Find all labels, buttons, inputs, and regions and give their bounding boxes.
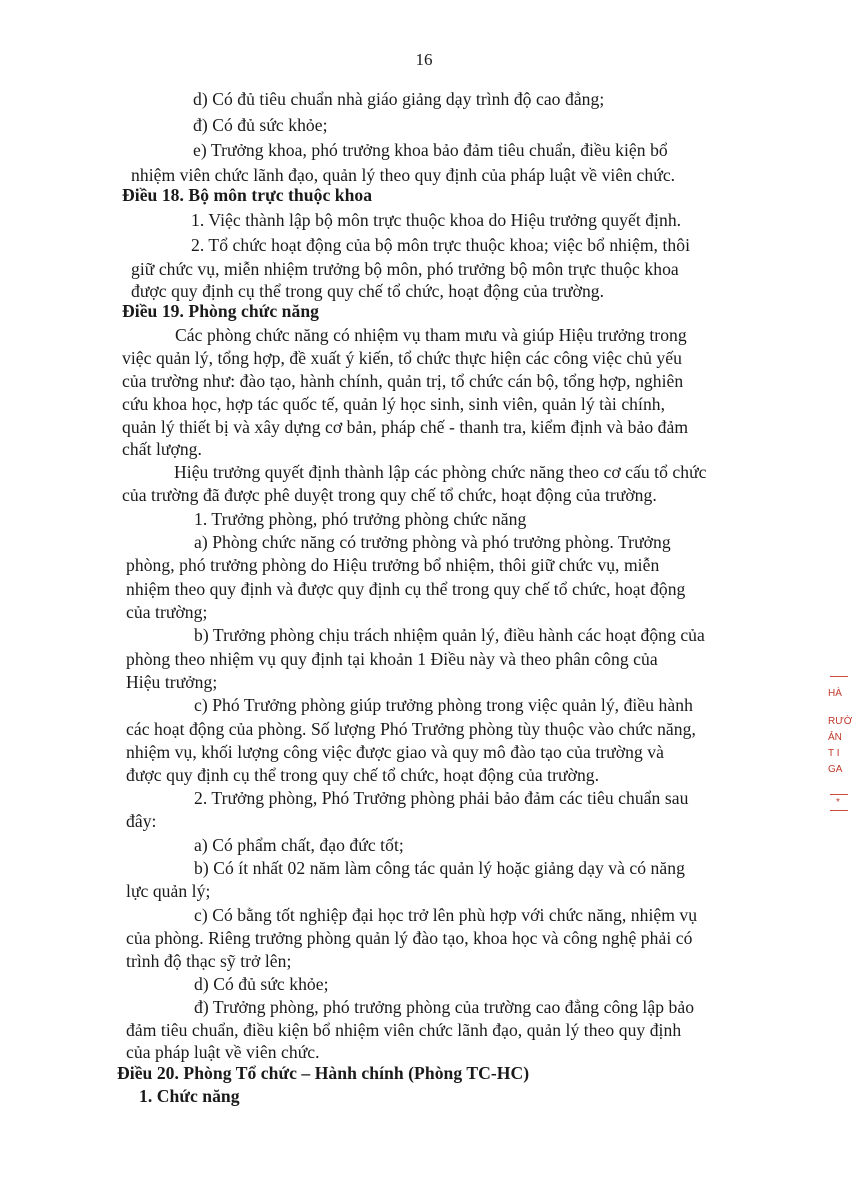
text-line: của pháp luật về viên chức. <box>126 1042 320 1062</box>
text-line: được quy định cụ thể trong quy chế tổ chức, hoạt động của trường. <box>126 765 600 785</box>
text-line: nhiệm vụ, khối lượng công việc được giao và quy mô đào tạo của trường và <box>126 742 664 762</box>
text-line: 1. Việc thành lập bộ môn trực thuộc khoa do Hiệu trưởng quyết định. <box>191 210 682 230</box>
text-line: của phòng. Riêng trưởng phòng quản lý đào tạo, khoa học và công nghệ phải có <box>126 928 693 948</box>
text-line: của trường đã được phê duyệt trong quy chế tổ chức, hoạt động của trường. <box>122 485 657 505</box>
text-line: a) Phòng chức năng có trưởng phòng và phó trưởng phòng. Trưởng <box>194 532 671 552</box>
stamp-text: RƯỜ <box>828 716 852 727</box>
text-line: b) Trưởng phòng chịu trách nhiệm quản lý, điều hành các hoạt động của <box>194 625 705 645</box>
page-number: 16 <box>415 50 433 69</box>
text-line: 2. Trưởng phòng, Phó Trưởng phòng phải bảo đảm các tiêu chuẩn sau <box>194 788 689 808</box>
text-line: đ) Có đủ sức khỏe; <box>193 115 328 135</box>
text-line: giữ chức vụ, miễn nhiệm trưởng bộ môn, phó trưởng bộ môn trực thuộc khoa <box>131 259 679 279</box>
text-line: cứu khoa học, hợp tác quốc tế, quản lý học sinh, sinh viên, quản lý tài chính, <box>122 394 666 414</box>
section-heading: Điều 18. Bộ môn trực thuộc khoa <box>122 185 373 205</box>
subsection-heading: 1. Chức năng <box>139 1086 240 1106</box>
text-line: việc quản lý, tổng hợp, đề xuất ý kiến, tổ chức thực hiện các công việc chủ yếu <box>122 348 682 368</box>
text-line: b) Có ít nhất 02 năm làm công tác quản lý hoặc giảng dạy và có năng <box>194 858 685 878</box>
text-line: d) Có đủ tiêu chuẩn nhà giáo giảng dạy trình độ cao đẳng; <box>193 89 605 109</box>
text-line: các hoạt động của phòng. Số lượng Phó Trưởng phòng tùy thuộc vào chức năng, <box>126 719 696 739</box>
text-line: trình độ thạc sỹ trở lên; <box>126 951 292 971</box>
stamp-rule <box>830 794 848 795</box>
stamp-text: GA <box>828 764 843 775</box>
text-line: đảm tiêu chuẩn, điều kiện bổ nhiệm viên chức lãnh đạo, quản lý theo quy định <box>126 1020 682 1040</box>
text-line: chất lượng. <box>122 439 202 459</box>
text-line: của trường; <box>126 602 208 622</box>
text-line: 1. Trưởng phòng, phó trưởng phòng chức năng <box>194 509 527 529</box>
text-line: Các phòng chức năng có nhiệm vụ tham mưu và giúp Hiệu trưởng trong <box>175 325 687 345</box>
text-line: e) Trưởng khoa, phó trưởng khoa bảo đảm tiêu chuẩn, điều kiện bổ <box>193 140 668 160</box>
stamp-text: T I <box>828 748 840 759</box>
stamp-text: HÀ <box>828 688 842 699</box>
text-line: nhiệm viên chức lãnh đạo, quản lý theo quy định của pháp luật về viên chức. <box>131 165 676 185</box>
text-line: a) Có phẩm chất, đạo đức tốt; <box>194 835 404 855</box>
text-line: 2. Tổ chức hoạt động của bộ môn trực thuộc khoa; việc bổ nhiệm, thôi <box>191 235 691 255</box>
section-heading: Điều 20. Phòng Tổ chức – Hành chính (Phòng TC-HC) <box>117 1063 530 1083</box>
stamp-rule <box>830 810 848 811</box>
text-line: Hiệu trưởng; <box>126 672 218 692</box>
text-line: đ) Trưởng phòng, phó trưởng phòng của trường cao đẳng công lập bảo <box>194 997 695 1017</box>
text-line: đây: <box>126 811 157 831</box>
red-stamp-fragment <box>826 676 852 816</box>
text-line: lực quản lý; <box>126 881 211 901</box>
text-line: được quy định cụ thể trong quy chế tổ chức, hoạt động của trường. <box>131 281 605 301</box>
text-line: d) Có đủ sức khỏe; <box>194 974 329 994</box>
stamp-text: ẢN <box>828 732 842 743</box>
text-line: c) Phó Trưởng phòng giúp trưởng phòng trong việc quản lý, điều hành <box>194 695 693 715</box>
text-line: Hiệu trưởng quyết định thành lập các phòng chức năng theo cơ cấu tổ chức <box>174 462 707 482</box>
stamp-rule <box>830 676 848 677</box>
text-line: c) Có bằng tốt nghiệp đại học trở lên phù hợp với chức năng, nhiệm vụ <box>194 905 698 925</box>
text-line: quản lý thiết bị và xây dựng cơ bản, pháp chế - thanh tra, kiểm định và bảo đảm <box>122 417 689 437</box>
text-line: nhiệm theo quy định và được quy định cụ thể trong quy chế tổ chức, hoạt động <box>126 579 686 599</box>
section-heading: Điều 19. Phòng chức năng <box>122 301 320 321</box>
stamp-star-icon: * <box>836 797 840 808</box>
text-line: phòng, phó trưởng phòng do Hiệu trưởng bổ nhiệm, thôi giữ chức vụ, miễn <box>126 555 660 575</box>
text-line: của trường như: đào tạo, hành chính, quản trị, tổ chức cán bộ, tổng hợp, nghiên <box>122 371 684 391</box>
text-line: phòng theo nhiệm vụ quy định tại khoản 1 Điều này và theo phân công của <box>126 649 658 669</box>
